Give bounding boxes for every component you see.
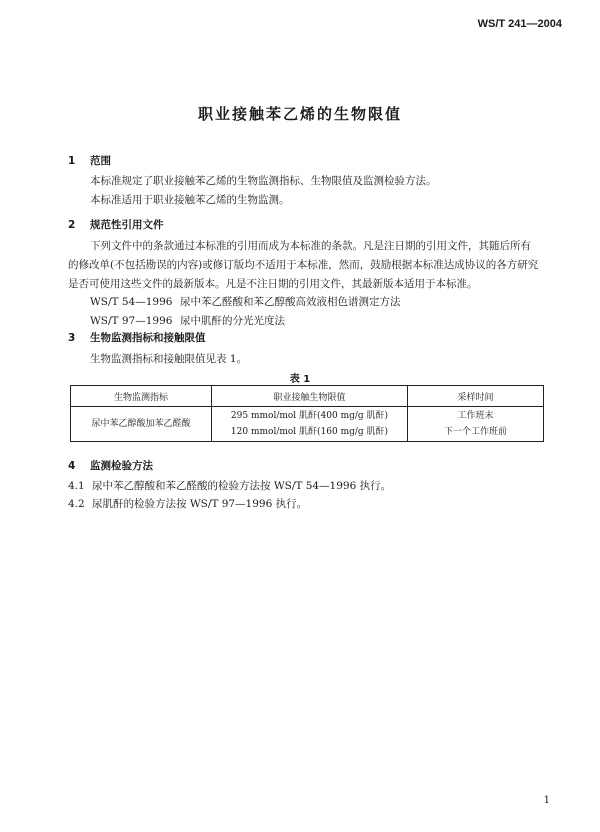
reference-item: WS/T 97—1996 尿中肌酐的分光光度法 [90,315,285,327]
paragraph: 是否可使用这些文件的最新版本。凡是不注日期的引用文件，其最新版本适用于本标准。 [68,278,478,290]
paragraph: 的修改单(不包括勘误的内容)或修订版均不适用于本标准，然而，鼓励根据本标准达成协议的各方研究 [68,259,539,271]
clause-item: 4.2 尿肌酐的检验方法按 WS/T 97—1996 执行。 [68,498,308,510]
table-header: 生物监测指标 [71,386,212,407]
table-caption: 表 1 [289,374,311,385]
clause-item: 4.1 尿中苯乙醇酸和苯乙醛酸的检验方法按 WS/T 54—1996 执行。 [68,480,392,492]
paragraph: 本标准规定了职业接触苯乙烯的生物监测指标、生物限值及监测检验方法。 [90,175,437,187]
section-2-heading: 2 规范性引用文件 [68,219,164,231]
paragraph: 本标准适用于职业接触苯乙烯的生物监测。 [90,194,290,206]
section-3-heading: 3 生物监测指标和接触限值 [68,332,206,344]
section-1-heading: 1 范围 [68,155,111,167]
limits-cell: 295 mmol/mol 肌酐(400 mg/g 肌酐) 120 mmol/mol 肌酐(160 mg/g 肌酐) [212,407,408,442]
reference-item: WS/T 54—1996 尿中苯乙醛酸和苯乙醇酸高效液相色谱测定方法 [90,296,401,308]
paragraph: 生物监测指标和接触限值见表 1。 [90,353,248,365]
indicator-cell: 尿中苯乙醇酸加苯乙醛酸 [71,407,212,442]
table-header: 职业接触生物限值 [212,386,408,407]
standard-code: WS/T 241—2004 [477,18,562,30]
table-row [71,407,544,442]
section-4-heading: 4 监测检验方法 [68,460,153,472]
sampling-time-cell: 工作班末 下一个工作班前 [408,407,544,442]
limits-table [70,385,544,442]
page-number: 1 [543,795,550,806]
table-header: 采样时间 [408,386,544,407]
document-title: 职业接触苯乙烯的生物限值 [197,105,402,123]
table-header-row [71,386,544,407]
paragraph: 下列文件中的条款通过本标准的引用而成为本标准的条款。凡是注日期的引用文件，其随后所有 [90,240,531,252]
